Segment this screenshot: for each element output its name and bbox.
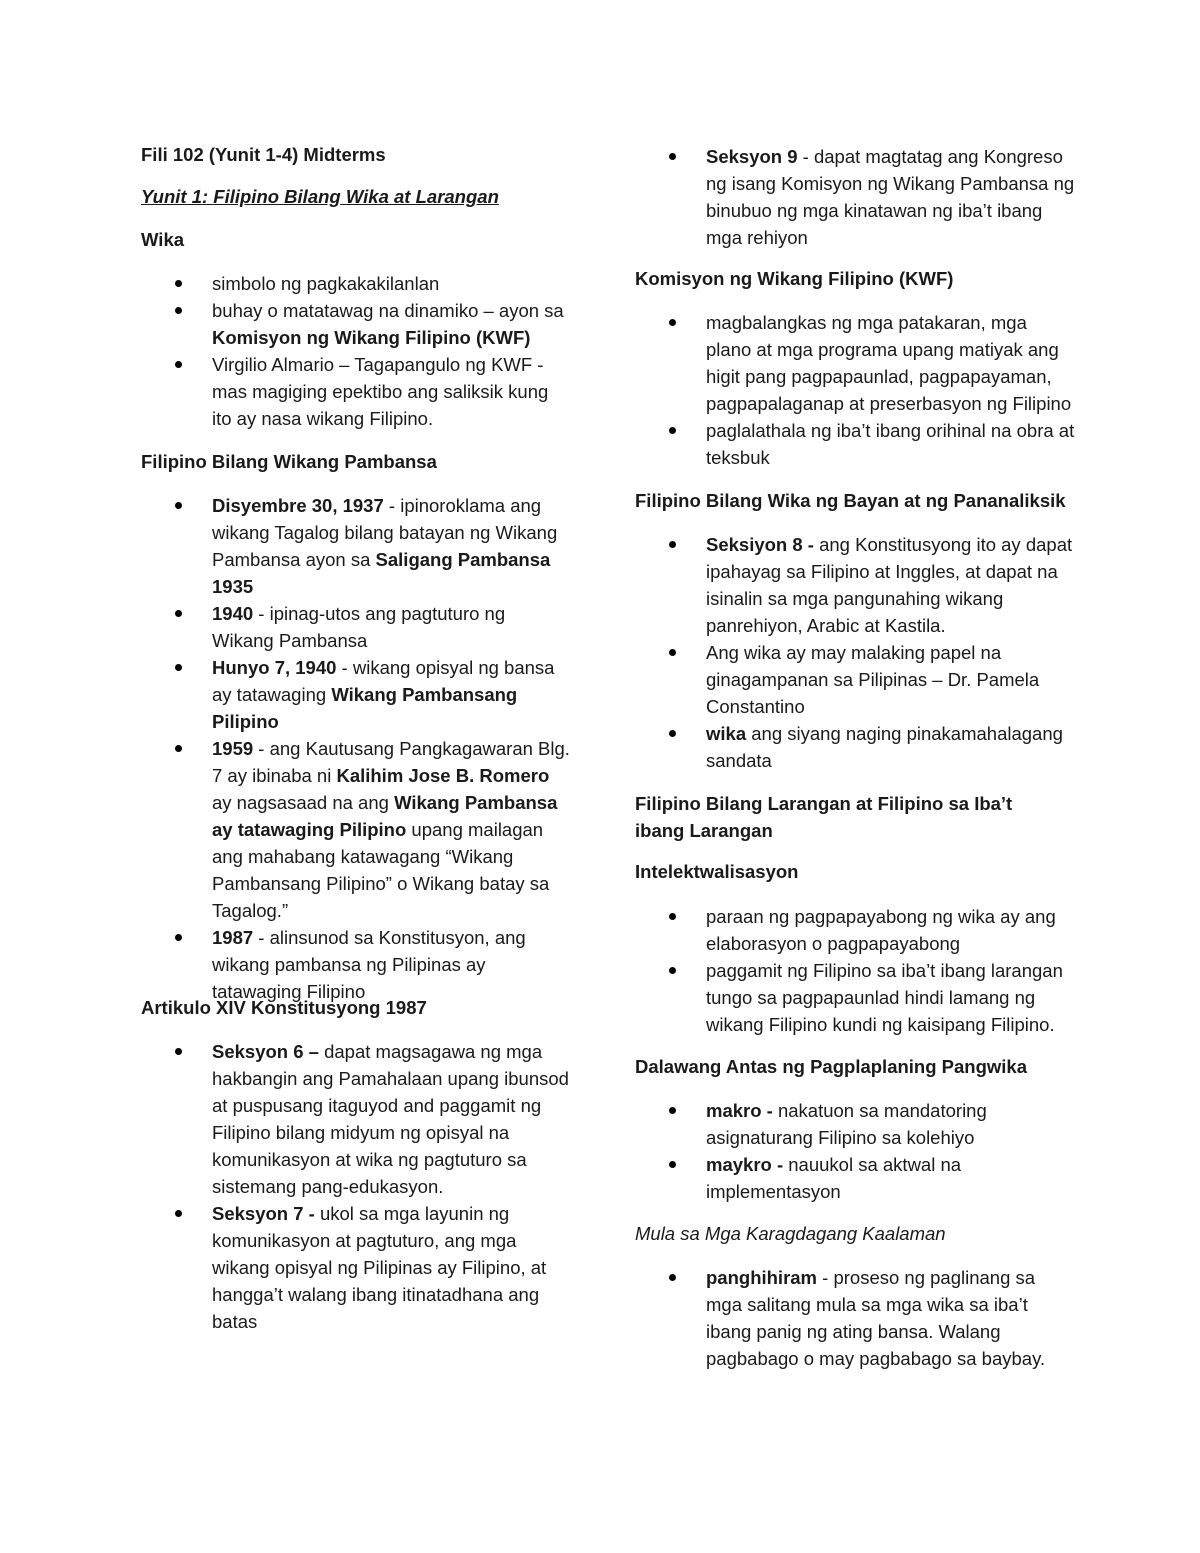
list-item: 1940 - ipinag-utos ang pagtuturo ng Wikang Pambansa bbox=[141, 600, 571, 654]
list-item: panghihiram - proseso ng paglinang sa mga salitang mula sa mga wika sa iba’t ibang panig ng ating bansa. Walang pagbabago o may pagbabago sa baybay. bbox=[635, 1264, 1075, 1372]
list-item: paggamit ng Filipino sa iba’t ibang larangan tungo sa pagpapaunlad hindi lamang ng wikang Filipino kundi ng kaisipang Filipino. bbox=[635, 957, 1075, 1038]
section-heading-pambansa: Filipino Bilang Wikang Pambansa bbox=[141, 451, 437, 472]
list-item: makro - nakatuon sa mandatoring asignaturang Filipino sa kolehiyo bbox=[635, 1097, 1075, 1151]
section-heading-bayan: Filipino Bilang Wika ng Bayan at ng Pananaliksik bbox=[635, 490, 1066, 511]
list-item: Seksyon 6 – dapat magsagawa ng mga hakbangin ang Pamahalaan upang ibunsod at puspusang itaguyod and paggamit ng Filipino bilang midyum ng opisyal na komunikasyon at wika ng pagtuturo sa sistemang pang-edukasyon. bbox=[141, 1038, 571, 1200]
karagdagan-list bbox=[635, 1264, 1075, 1372]
pambansa-list bbox=[141, 492, 571, 1005]
artikulo-list bbox=[141, 1038, 571, 1335]
section-heading-larangan: Filipino Bilang Larangan at Filipino sa Iba’t ibang Larangan bbox=[635, 793, 1013, 841]
list-item: magbalangkas ng mga patakaran, mga plano at mga programa upang matiyak ang higit pang pagpapaunlad, pagpapayaman, pagpapalaganap at preserbasyon ng Filipino bbox=[635, 309, 1075, 417]
section-heading-intelektwalisasyon: Intelektwalisasyon bbox=[635, 861, 799, 882]
list-item: paraan ng pagpapayabong ng wika ay ang elaborasyon o pagpapayabong bbox=[635, 903, 1075, 957]
list-item: simbolo ng pagkakakilanlan bbox=[141, 270, 571, 297]
intelektwalisasyon-list bbox=[635, 903, 1075, 1038]
section-heading-artikulo: Artikulo XIV Konstitusyong 1987 bbox=[141, 997, 427, 1018]
section-heading-karagdagan: Mula sa Mga Karagdagang Kaalaman bbox=[635, 1223, 946, 1244]
list-item: Ang wika ay may malaking papel na ginagampanan sa Pilipinas – Dr. Pamela Constantino bbox=[635, 639, 1075, 720]
list-item: buhay o matatawag na dinamiko – ayon sa Komisyon ng Wikang Filipino (KWF) bbox=[141, 297, 571, 351]
list-item: Seksyon 9 - dapat magtatag ang Kongreso ng isang Komisyon ng Wikang Pambansa ng binubuo ng mga kinatawan ng iba’t ibang mga rehiyon bbox=[635, 143, 1075, 251]
list-item: paglalathala ng iba’t ibang orihinal na obra at teksbuk bbox=[635, 417, 1075, 471]
wika-list bbox=[141, 270, 571, 432]
list-item: Hunyo 7, 1940 - wikang opisyal ng bansa ay tatawaging Wikang Pambansang Pilipino bbox=[141, 654, 571, 735]
list-item: Seksiyon 8 - ang Konstitusyong ito ay dapat ipahayag sa Filipino at Inggles, at dapat na isinalin sa mga pangunahing wikang panrehiyon, Arabic at Kastila. bbox=[635, 531, 1075, 639]
antas-list bbox=[635, 1097, 1075, 1205]
list-item: 1959 - ang Kautusang Pangkagawaran Blg. 7 ay ibinaba ni Kalihim Jose B. Romero ay nagsasaad na ang Wikang Pambansa ay tatawaging Pilipino upang mailagan ang mahabang katawagang “Wikang Pambansang Pilipino” o Wikang batay sa Tagalog.” bbox=[141, 735, 571, 924]
document-title: Fili 102 (Yunit 1-4) Midterms bbox=[141, 144, 386, 165]
kwf-list bbox=[635, 309, 1075, 471]
list-item: Seksyon 7 - ukol sa mga layunin ng komunikasyon at pagtuturo, ang mga wikang opisyal ng Pilipinas ay Filipino, at hangga’t walang ibang itinatadhana ang batas bbox=[141, 1200, 571, 1335]
list-item: Virgilio Almario – Tagapangulo ng KWF - mas magiging epektibo ang saliksik kung ito ay nasa wikang Filipino. bbox=[141, 351, 571, 432]
list-item: maykro - nauukol sa aktwal na implementasyon bbox=[635, 1151, 1075, 1205]
section-heading-wika: Wika bbox=[141, 229, 185, 250]
section-heading-antas: Dalawang Antas ng Pagplaplaning Pangwika bbox=[635, 1056, 1027, 1077]
bayan-list bbox=[635, 531, 1075, 774]
seksyon-9-list bbox=[635, 143, 1075, 251]
list-item: 1987 - alinsunod sa Konstitusyon, ang wikang pambansa ng Pilipinas ay tatawaging Filipino bbox=[141, 924, 571, 1005]
unit-title: Yunit 1: Filipino Bilang Wika at Larangan bbox=[141, 186, 499, 207]
list-item: wika ang siyang naging pinakamahalagang sandata bbox=[635, 720, 1075, 774]
section-heading-kwf: Komisyon ng Wikang Filipino (KWF) bbox=[635, 268, 954, 289]
list-item: Disyembre 30, 1937 - ipinoroklama ang wikang Tagalog bilang batayan ng Wikang Pambansa ayon sa Saligang Pambansa 1935 bbox=[141, 492, 571, 600]
